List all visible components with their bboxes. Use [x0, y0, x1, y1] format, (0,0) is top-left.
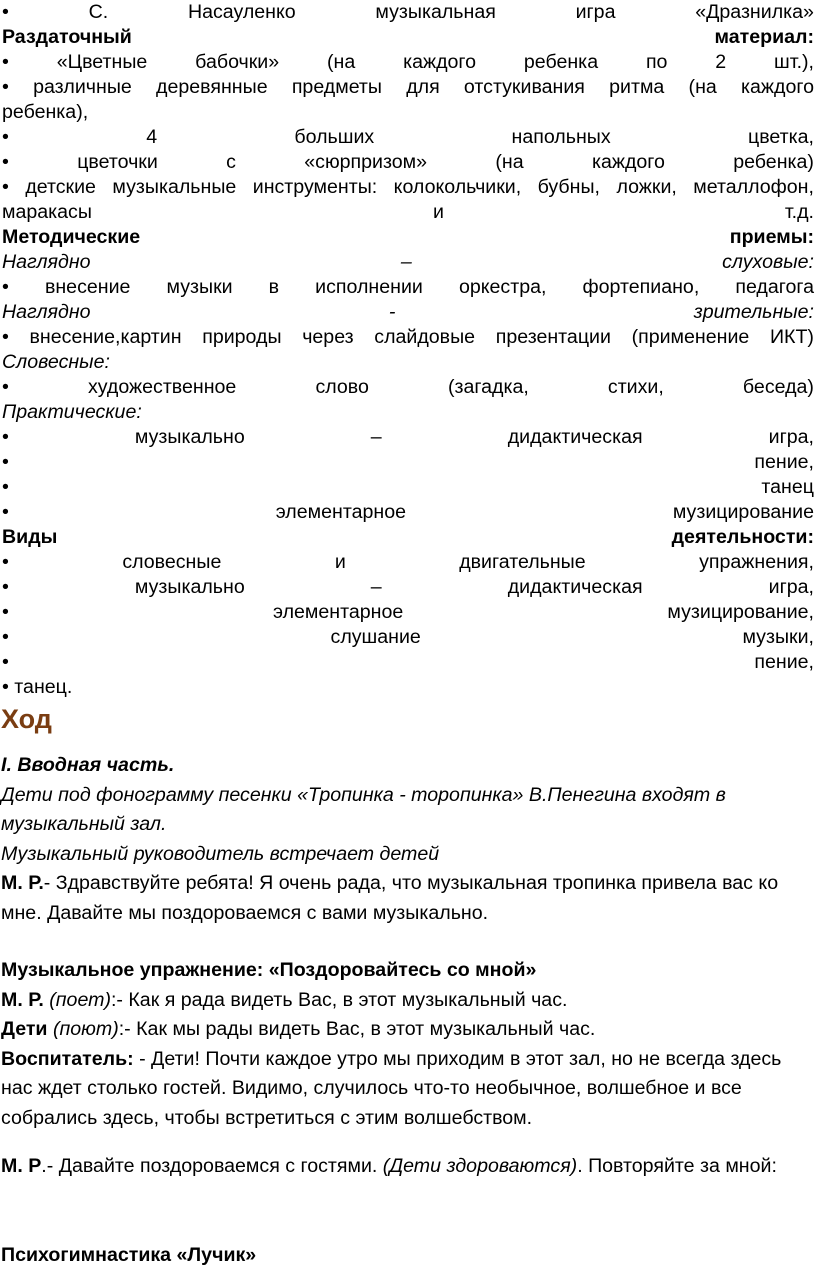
- word: (загадка,: [448, 376, 529, 398]
- intro-section: [1, 751, 813, 928]
- word: (на: [495, 151, 524, 173]
- section-heading-methods: [2, 225, 814, 250]
- word: «сюрпризом»: [304, 151, 428, 173]
- exercise-mr-line: [1, 986, 813, 1016]
- word: •: [2, 376, 9, 398]
- word: •: [2, 476, 9, 498]
- word: «Цветные: [56, 51, 148, 73]
- word: •: [2, 151, 9, 173]
- word: педагога: [735, 276, 814, 298]
- word: и: [432, 201, 444, 223]
- word: природы: [202, 326, 282, 348]
- word: игра,: [768, 576, 814, 598]
- document-top-section: [2, 0, 814, 700]
- word: для: [406, 76, 440, 98]
- text-line: [2, 250, 814, 275]
- speech-text: - Здравствуйте ребята! Я очень рада, что музыкальная тропинка привела вас ко мне. Давайте мы поздороваемся с вами музыкально.: [1, 872, 779, 924]
- word: инструменты:: [252, 176, 378, 198]
- text-line: Словесные:: [2, 351, 110, 373]
- word: •: [2, 451, 9, 473]
- word: •: [2, 326, 9, 348]
- word: двигательные: [459, 551, 586, 573]
- word: больших: [294, 126, 375, 148]
- word: приемы:: [729, 226, 814, 248]
- word: шт.),: [774, 51, 814, 73]
- word: Методические: [2, 226, 141, 248]
- word: художественное: [87, 376, 237, 398]
- intro-line-1: Дети под фонограмму песенки «Тропинка - торопинка» В.Пенегина входят в музыкальный зал.: [1, 783, 726, 835]
- word: 4: [146, 126, 158, 148]
- text-line: Практические:: [2, 401, 142, 423]
- word: детские: [25, 176, 96, 198]
- word: «Дразнилка»: [695, 1, 814, 23]
- word: игра: [575, 1, 616, 23]
- word: слово: [315, 376, 369, 398]
- word: фортепиано,: [582, 276, 700, 298]
- word: исполнении: [315, 276, 423, 298]
- text-line: [2, 325, 814, 350]
- word: по: [645, 51, 668, 73]
- word: •: [2, 126, 9, 148]
- word: стихи,: [607, 376, 664, 398]
- word: С.: [88, 1, 109, 23]
- word: деятельности:: [671, 526, 814, 548]
- stage-note: (поют): [52, 1018, 119, 1040]
- text-line: [2, 375, 814, 400]
- word: каждого: [403, 51, 477, 73]
- word: словесные: [122, 551, 222, 573]
- word: цветка,: [747, 126, 814, 148]
- text-line: [2, 450, 814, 475]
- word: –: [370, 426, 382, 448]
- word: пение,: [754, 651, 814, 673]
- word: ребенка): [733, 151, 814, 173]
- word: с: [226, 151, 236, 173]
- text-line: [2, 575, 814, 600]
- word: в: [268, 276, 280, 298]
- psycho-title: Психогимнастика «Лучик»: [1, 1244, 257, 1266]
- word: игра,: [768, 426, 814, 448]
- text-line: [2, 200, 814, 225]
- word: (на: [327, 51, 356, 73]
- word: элементарное: [273, 601, 404, 623]
- speech-text: :- Как я рада видеть Вас, в этот музыкальный час.: [110, 988, 568, 1011]
- text-line: [2, 50, 814, 75]
- word: •: [2, 601, 9, 623]
- intro-part-title: I. Вводная часть.: [1, 754, 175, 776]
- word: т.д.: [784, 201, 814, 223]
- word: ребенка: [523, 51, 599, 73]
- speech-text: :- Как мы рады видеть Вас, в этот музыкальный час.: [118, 1018, 596, 1040]
- text-line: [2, 150, 814, 175]
- word: –: [400, 251, 412, 273]
- speaker-label: М. Р: [1, 1155, 42, 1177]
- word: металлофон,: [693, 176, 814, 198]
- text-line: • танец.: [2, 676, 73, 698]
- exercise-section: [1, 956, 813, 1133]
- word: упражнения,: [699, 551, 814, 573]
- stage-note: (Дети здороваются): [382, 1155, 578, 1177]
- exercise-teacher-line: [1, 1045, 813, 1134]
- speech-text: - Дети! Почти каждое утро мы приходим в этот зал, но не всегда здесь нас ждет столько гостей. Видимо, случилось что-то необычное, волшебное и все собрались здесь, чтобы встретиться с этим волшебством.: [1, 1047, 782, 1129]
- word: Насауленко: [187, 1, 296, 23]
- word: –: [370, 576, 382, 598]
- heading-course: Ход: [1, 704, 52, 734]
- word: 2: [715, 51, 727, 73]
- word: презентации: [495, 326, 611, 348]
- word: музыкально: [134, 426, 245, 448]
- text-line: [2, 650, 814, 675]
- word: •: [2, 426, 9, 448]
- section-heading-handout: [2, 25, 814, 50]
- word: •: [2, 551, 9, 573]
- word: бабочки»: [195, 51, 280, 73]
- word: •: [2, 626, 9, 648]
- word: танец: [761, 476, 814, 498]
- word: слуховые:: [722, 251, 814, 273]
- word: •: [2, 176, 9, 198]
- word: колокольчики,: [393, 176, 522, 198]
- word: •: [2, 501, 9, 523]
- word: •: [2, 276, 9, 298]
- text-line: [2, 425, 814, 450]
- word: музыкальные: [112, 176, 237, 198]
- exercise-kids-line: [1, 1015, 813, 1045]
- word: внесение: [44, 276, 131, 298]
- text-line: ребенка),: [2, 101, 89, 123]
- word: •: [2, 51, 9, 73]
- section-heading-activities: [2, 525, 814, 550]
- text-line: [2, 550, 814, 575]
- word: слайдовые: [374, 326, 476, 348]
- speaker-label: Воспитатель:: [1, 1047, 134, 1070]
- word: •: [2, 576, 9, 598]
- word: Раздаточный: [2, 26, 132, 48]
- text-line: [2, 0, 814, 25]
- text-line: [2, 625, 814, 650]
- text-line: [2, 175, 814, 200]
- text-line: [2, 600, 814, 625]
- word: беседа): [742, 376, 814, 398]
- word: музицирование,: [667, 601, 814, 623]
- word: элементарное: [275, 501, 406, 523]
- word: через: [302, 326, 354, 348]
- speaker-label: М. Р.: [1, 872, 44, 894]
- intro-line-2: Музыкальный руководитель встречает детей: [1, 842, 440, 865]
- word: Наглядно: [2, 301, 91, 323]
- word: цветочки: [77, 151, 158, 173]
- word: отстукивания: [463, 76, 585, 98]
- word: (на: [688, 76, 717, 98]
- word: Наглядно: [2, 251, 91, 273]
- text-line: [2, 275, 814, 300]
- speech-text: . Повторяйте за мной:: [577, 1155, 777, 1177]
- word: оркестра,: [458, 276, 547, 298]
- word: музыкально: [134, 576, 245, 598]
- word: дидактическая: [507, 426, 643, 448]
- word: напольных: [511, 126, 611, 148]
- word: музыки,: [742, 626, 814, 648]
- word: -: [388, 301, 396, 323]
- speech-text: .- Давайте поздороваемся с гостями.: [41, 1155, 383, 1177]
- word: маракасы: [2, 201, 92, 223]
- word: •: [2, 651, 9, 673]
- word: музыки: [166, 276, 233, 298]
- word: музыкальная: [375, 1, 496, 23]
- word: деревянные: [156, 76, 268, 98]
- text-line: [2, 475, 814, 500]
- word: каждого: [741, 76, 814, 98]
- word: ложки,: [616, 176, 677, 198]
- text-line: [2, 300, 814, 325]
- greet-section: [1, 1152, 813, 1182]
- word: дидактическая: [507, 576, 643, 598]
- word: (применение: [631, 326, 750, 348]
- speaker-label: Дети: [1, 1018, 48, 1040]
- word: пение,: [754, 451, 814, 473]
- text-line: [2, 125, 814, 150]
- word: •: [2, 1, 9, 23]
- word: слушание: [330, 626, 421, 648]
- word: внесение,картин: [29, 326, 182, 348]
- word: каждого: [591, 151, 665, 173]
- word: зрительные:: [693, 301, 814, 323]
- word: и: [334, 551, 346, 573]
- word: бубны,: [537, 176, 601, 198]
- exercise-title: Музыкальное упражнение: «Поздоровайтесь со мной»: [1, 959, 537, 981]
- word: ИКТ): [769, 326, 814, 348]
- speaker-label: М. Р.: [1, 988, 44, 1011]
- greet-mr-line: [1, 1152, 813, 1182]
- intro-mr-speech: [1, 869, 813, 928]
- word: различные: [33, 76, 132, 98]
- word: ритма: [609, 76, 665, 98]
- text-line: [2, 75, 814, 100]
- word: предметы: [291, 76, 382, 98]
- stage-note: (поет): [49, 988, 111, 1011]
- text-line: [2, 500, 814, 525]
- word: музицирование: [672, 501, 814, 523]
- word: •: [2, 76, 9, 98]
- word: Виды: [2, 526, 58, 548]
- word: материал:: [714, 26, 814, 48]
